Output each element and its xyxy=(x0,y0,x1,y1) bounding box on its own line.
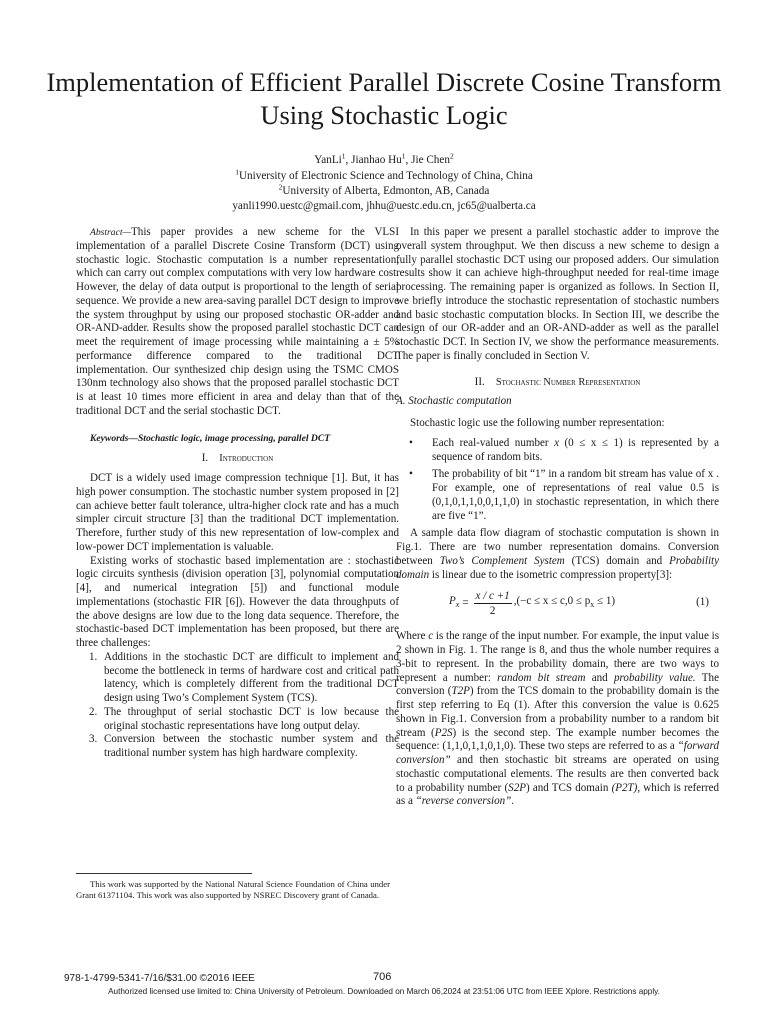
footnote-divider xyxy=(76,873,252,874)
text-run: Where xyxy=(396,630,429,643)
page-number: 706 xyxy=(373,971,392,983)
text-run: and xyxy=(585,671,615,684)
isbn-copyright: 978-1-4799-5341-7/16/$31.00 ©2016 IEEE xyxy=(64,973,255,984)
section-heading-introduction xyxy=(76,452,399,466)
bullet-list xyxy=(396,437,719,524)
section-heading-stochastic xyxy=(396,376,719,390)
author-name: Jie Chen xyxy=(411,154,450,166)
stochastic-intro: Stochastic logic use the following number representation: xyxy=(410,417,665,429)
text-run-italic: Two’s Complement System xyxy=(439,554,565,567)
text-run: The conversion ( xyxy=(396,671,719,698)
list-item xyxy=(409,468,719,523)
text-run-italic: T2P xyxy=(451,685,470,698)
eq-subscript: x xyxy=(455,600,460,610)
bullet-icon: • xyxy=(409,468,413,481)
text-run: ) and TCS domain xyxy=(525,781,612,794)
bullet-range: (0 ≤ x ≤ 1) xyxy=(558,436,623,449)
text-run: is the range of the input number. For example, the input value is 2 shown in Fig. 1. The range is 8, and thus the whole number requires a 3-bit to represent. In the probability domain, there are two ways to represent a number: xyxy=(396,630,719,684)
section-title: Introduction xyxy=(219,453,274,465)
text-run: ) is the second step. The example number becomes the sequence: (1,1,0,1,1,0,1,0). These two steps are referred to as a xyxy=(396,726,719,753)
section-number: II. xyxy=(474,375,485,388)
author-affil-mark: 1 xyxy=(401,151,406,161)
text-run-italic: (P2T) xyxy=(611,781,638,794)
intro-paragraph-2: Existing works of stochastic based implementation are : stochastic logic circuits synthesis (division operation [3], polynomial computation [4], and numerical integration [5]) and functional module implementations (stochastic FIR [6]). However the data throughputs of the above designs are low due to the long data sequence. Therefore, the stochastic-based DCT implementation has been proposed, but there are three challenges: xyxy=(76,554,399,649)
subsection-heading: A. Stochastic computation xyxy=(396,395,512,408)
bullet-text: is represented by a sequence of random bits. xyxy=(432,436,719,463)
intro-paragraph-3: In this paper we present a parallel stochastic adder to improve the overall system throughput. We then discuss a new scheme to design a fully parallel stochastic DCT using our proposed adders. Our simulation results show it can achieve high-throughput needed for real-time image processing. The remaining paper is organized as follows. In Section II, we briefly introduce the stochastic representation of stochastic numbers and basic stochastic computation blocks. In Section III, we describe the design of our OR-adder and an OR-AND-adder as well as the parallel stochastic DCT. In Section IV, we show the performance measurements. The paper is finally concluded in Section V. xyxy=(396,226,719,362)
bullet-text: Each real-valued number xyxy=(432,436,555,449)
text-run-italic: “forward conversion” xyxy=(396,740,719,766)
keywords: Keywords—Stochastic logic, image processing, parallel DCT xyxy=(90,432,331,444)
affiliation-text: University of Electronic Science and Technology of China, China xyxy=(238,170,533,182)
text-run: A sample data flow diagram of stochastic computation is shown in Fig.1. There are two number representation domains. Conversion between xyxy=(396,527,719,567)
affiliation-mark: 1 xyxy=(235,167,239,177)
abstract-label: Abstract— xyxy=(90,227,132,238)
eq-condition-subscript: x xyxy=(590,600,595,610)
right-column xyxy=(396,226,719,809)
list-item: 1. Additions in the stochastic DCT are difficult to implement and become the bottleneck in terms of hardware cost and critical path latency, which is completely different from the traditional DCT design using Two’s Complement System (TCS). xyxy=(100,651,399,706)
eq-numerator: x / c +1 xyxy=(475,590,510,603)
text-run: and then stochastic bit streams are operated on using stochastic computational elements. The results are then converted back to a probability number ( xyxy=(396,754,719,794)
eq-condition-text: ≤ 1) xyxy=(594,595,616,608)
bullet-icon: • xyxy=(409,436,413,449)
list-item: 2. The throughput of serial stochastic DCT is low because the original stochastic representations have long output delay. xyxy=(100,706,399,734)
funding-footnote: This work was supported by the National Natural Science Foundation of China under Grant 61371104. This work was also supported by NSREC Discovery grant of Canada. xyxy=(76,879,390,900)
equation-1 xyxy=(396,586,719,626)
author-affil-mark: 1 xyxy=(341,151,346,161)
eq-fraction xyxy=(474,589,512,618)
eq-condition-text: ,(−c ≤ x ≤ c,0 ≤ p xyxy=(513,595,591,608)
equation-body xyxy=(449,589,615,618)
section-title: Stochastic Number Representation xyxy=(495,376,641,388)
flow-paragraph-1 xyxy=(396,527,719,582)
section-number: I. xyxy=(201,452,209,465)
flow-paragraph-2 xyxy=(396,630,719,809)
bullet-variable: x xyxy=(554,436,559,449)
list-item xyxy=(409,436,719,465)
affiliation-2 xyxy=(0,184,768,198)
author-name: Jianhao Hu xyxy=(351,154,402,166)
eq-denominator: 2 xyxy=(489,605,496,618)
author-emails: yanli1990.uestc@gmail.com, jhhu@uestc.edu.cn, jc65@ualberta.ca xyxy=(232,200,536,212)
text-run-italic: probability value. xyxy=(614,671,696,684)
eq-lhs xyxy=(449,595,459,612)
text-run: . xyxy=(511,795,515,808)
affiliation-mark: 2 xyxy=(278,182,283,192)
intro-paragraph-1: DCT is a widely used image compression technique [1]. But, it has high power consumption. The stochastic number system proposed in [2] can achieve better fault tolerance, ultra-higher clock rate and has a much simpler circuit structure [3] than the traditional DCT implementation. Therefore, further study of this new representation of low-complex and low-power DCT implementation is valuable. xyxy=(76,472,399,553)
paper-title: Implementation of Efficient Parallel Discrete Cosine Transform Using Stochastic Logic xyxy=(46,67,722,130)
equation-number: (1) xyxy=(696,596,709,609)
text-run-italic: S2P xyxy=(508,781,526,794)
author-list: YanLi$^1$, Jianhao Hu$^1$, Jie Chen$^2$ xyxy=(314,151,454,166)
text-run-italic: “reverse conversion” xyxy=(415,795,512,808)
list-item: 3. Conversion between the stochastic number system and the traditional number system has high hardware complexity. xyxy=(100,733,399,761)
author-name: YanLi xyxy=(314,154,342,166)
license-notice: Authorized licensed use limited to: China University of Petroleum. Downloaded on March 06,2024 at 23:51:06 UTC from IEEE Xplore. Restrictions apply. xyxy=(108,987,660,996)
text-run: is linear due to the isometric compression property[3]: xyxy=(429,568,673,581)
text-run-italic: Probability domain xyxy=(396,554,719,581)
text-run: , which is referred as a xyxy=(396,781,719,808)
eq-equals: = xyxy=(462,596,469,609)
left-column xyxy=(76,226,399,761)
affiliation-text: University of Alberta, Edmonton, AB, Canada xyxy=(282,185,490,197)
challenges-list xyxy=(76,651,399,761)
affiliation-1 xyxy=(0,169,768,183)
text-run: (TCS) domain and xyxy=(564,554,670,567)
author-affil-mark: 2 xyxy=(449,151,454,161)
text-run: ) from the TCS domain to the probability domain is the first step referring to Eq (1). After this conversion the value is 0.625 shown in Fig.1. Conversion from a probability number to a random bit stream ( xyxy=(396,685,719,739)
text-run-italic: c xyxy=(428,630,434,643)
eq-condition xyxy=(514,595,615,612)
text-run-italic: P2S xyxy=(434,726,453,739)
abstract xyxy=(76,226,399,419)
bullet-text: The probability of bit “1” in a random bit stream has value of x . For example, one of representations of real value 0.5 is (0,1,0,1,1,0,0,1,1,0) in stochastic representation, in which there are five “1”. xyxy=(432,468,719,522)
text-run-italic: random bit stream xyxy=(497,671,586,684)
eq-symbol: P xyxy=(449,595,456,608)
abstract-text: This paper provides a new scheme for the VLSI implementation of a parallel Discrete Cosine Transform (DCT) using stochastic logic. Stochastic computation is a number representation, which can carry out complex computations with very low hardware cost. However, the delay of data output is proportional to the length of serial sequence. We provide a new area-saving parallel DCT design to improve the system throughput by using our proposed stochastic OR-adder and OR-AND-adder. Results show the proposed parallel stochastic DCT can meet the requirement of image processing while maintaining a ± 5% performance difference compared to the traditional DCT implementation. Our synthesized chip design using the TSMC CMOS 130nm technology also shows that the proposed parallel stochastic DCT is at least 10 times more efficient in area and delay than that of the traditional DCT and the serial stochastic DCT. xyxy=(76,226,399,417)
